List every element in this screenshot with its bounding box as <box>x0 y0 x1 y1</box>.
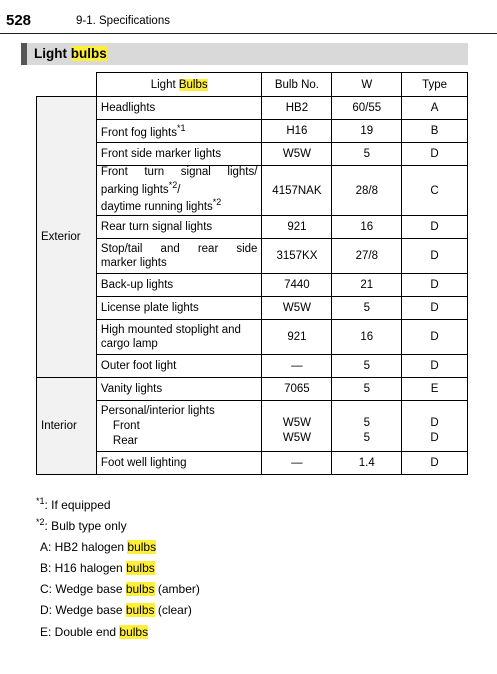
footnote-mark: *1 <box>36 496 45 506</box>
legend-e <box>40 625 148 639</box>
watt: 5 <box>332 297 402 320</box>
watt: 5 <box>332 378 402 401</box>
bulb-no: HB2 <box>262 97 332 120</box>
footnote-ref: *2 <box>168 179 178 190</box>
footnote-text: : Bulb type only <box>44 519 127 533</box>
legend-text: E: Double end <box>40 625 120 639</box>
type: A <box>402 97 468 120</box>
table-row <box>37 320 468 355</box>
type: D <box>402 274 468 297</box>
light-name: Headlights <box>96 97 262 120</box>
type: B <box>402 120 468 143</box>
footnote-ref: *2 <box>212 197 222 208</box>
watt: 28/8 <box>332 166 402 216</box>
table-header-row <box>37 73 468 97</box>
light-name-line: Stop/tail and rear side <box>100 242 258 255</box>
legend-highlight: bulbs <box>127 540 157 554</box>
legend-highlight: bulbs <box>126 561 155 575</box>
light-name: Vanity lights <box>96 378 262 401</box>
footnote-mark: *2 <box>36 517 45 527</box>
footnote-1 <box>36 496 127 517</box>
table-row <box>37 216 468 239</box>
table-row <box>37 378 468 401</box>
watt: 16 <box>332 320 402 355</box>
legend-b <box>40 561 155 575</box>
col-watt: W <box>332 73 402 97</box>
legend-a <box>40 540 156 554</box>
light-name: Front side marker lights <box>96 143 262 166</box>
header-divider <box>0 33 497 34</box>
footnote-text: : If equipped <box>44 498 111 512</box>
heading-highlight: bulbs <box>70 46 107 61</box>
bulb-no: — <box>262 355 332 378</box>
watt: 60/55 <box>332 97 402 120</box>
legend-text: B: H16 halogen <box>40 561 127 575</box>
table-row <box>37 274 468 297</box>
legend-text: (clear) <box>154 603 192 617</box>
bulb-no: — <box>262 452 332 475</box>
light-name-line: marker lights <box>100 257 167 270</box>
type: D <box>402 239 468 274</box>
bulb-no: W5W <box>262 143 332 166</box>
bulb-no: 3157KX <box>262 239 332 274</box>
col-bulb-no: Bulb No. <box>262 73 332 97</box>
table-row <box>37 97 468 120</box>
type: C <box>402 166 468 216</box>
bulb-no: W5W <box>262 297 332 320</box>
watt: 27/8 <box>332 239 402 274</box>
legend-text: A: HB2 halogen <box>40 540 128 554</box>
light-name: Outer foot light <box>96 355 262 378</box>
blank-corner <box>37 73 97 97</box>
watt <box>332 401 402 452</box>
bulb-no: 7440 <box>262 274 332 297</box>
group-exterior: Exterior <box>37 97 97 378</box>
legend-d <box>40 603 192 617</box>
light-name: Rear turn signal lights <box>96 216 262 239</box>
type: D <box>402 297 468 320</box>
light-name: Foot well lighting <box>96 452 262 475</box>
type-rear: D <box>430 432 439 445</box>
light-name-sub: Rear <box>112 434 138 447</box>
group-interior: Interior <box>37 378 97 475</box>
type-front: D <box>430 417 439 430</box>
bulb-no: 4157NAK <box>262 166 332 216</box>
page-number: 528 <box>6 12 32 29</box>
section-title: 9-1. Specifications <box>76 15 170 27</box>
table-row <box>37 401 468 452</box>
legend-highlight: bulbs <box>125 582 155 596</box>
light-name <box>96 166 262 216</box>
watt: 16 <box>332 216 402 239</box>
watt: 21 <box>332 274 402 297</box>
table-row <box>37 120 468 143</box>
light-name-text: daytime running lights <box>100 201 213 214</box>
light-name-line: Personal/interior lights <box>100 404 215 417</box>
col-light-prefix: Light <box>150 78 179 91</box>
table-row <box>37 143 468 166</box>
legend-highlight: bulbs <box>119 625 149 639</box>
light-name-line: High mounted stoplight and <box>100 323 241 336</box>
light-name-text: parking lights <box>100 183 169 196</box>
type: D <box>402 452 468 475</box>
light-name-line: Front turn signal lights/ <box>100 166 258 178</box>
table-row <box>37 166 468 216</box>
watt: 5 <box>332 355 402 378</box>
section-heading <box>21 43 468 65</box>
light-name-line <box>101 197 258 215</box>
bulb-no-front: W5W <box>282 417 311 430</box>
bulb-no-rear: W5W <box>282 432 311 445</box>
type: E <box>402 378 468 401</box>
light-name <box>96 239 262 274</box>
light-name <box>96 320 262 355</box>
table-row <box>37 452 468 475</box>
legend-text: C: Wedge base <box>40 582 126 596</box>
light-name-line: cargo lamp <box>100 338 158 351</box>
type <box>402 401 468 452</box>
watt: 1.4 <box>332 452 402 475</box>
watt-rear: 5 <box>363 432 370 445</box>
light-name-sub: Front <box>112 419 140 432</box>
legend-highlight: bulbs <box>125 603 155 617</box>
bulb-no: 921 <box>262 320 332 355</box>
footnote-ref: *1 <box>177 123 186 134</box>
watt: 19 <box>332 120 402 143</box>
type: D <box>402 143 468 166</box>
watt-front: 5 <box>363 417 370 430</box>
light-name <box>96 401 262 452</box>
col-light-highlight: Bulbs <box>178 78 208 91</box>
type: D <box>402 320 468 355</box>
light-name-line <box>101 180 258 198</box>
bulb-no <box>262 401 332 452</box>
table-row <box>37 239 468 274</box>
type: D <box>402 216 468 239</box>
legend-c <box>40 582 200 596</box>
type: D <box>402 355 468 378</box>
bulb-no: 7065 <box>262 378 332 401</box>
footnotes <box>36 496 127 539</box>
legend-text: (amber) <box>154 582 200 596</box>
page-header <box>0 0 497 34</box>
legend-text: D: Wedge base <box>40 603 126 617</box>
heading-prefix: Light <box>34 46 71 61</box>
light-name: Back-up lights <box>96 274 262 297</box>
light-name <box>96 120 262 143</box>
footnote-2 <box>36 517 127 539</box>
light-name-text: / <box>177 183 181 196</box>
bulb-no: H16 <box>262 120 332 143</box>
col-type: Type <box>402 73 468 97</box>
watt: 5 <box>332 143 402 166</box>
col-light-bulbs <box>96 73 262 97</box>
table-row <box>37 355 468 378</box>
light-name-text: Front fog lights <box>100 126 177 139</box>
light-name: License plate lights <box>96 297 262 320</box>
table-row <box>37 297 468 320</box>
light-bulb-table <box>36 72 468 475</box>
bulb-no: 921 <box>262 216 332 239</box>
heading-text <box>34 46 107 61</box>
